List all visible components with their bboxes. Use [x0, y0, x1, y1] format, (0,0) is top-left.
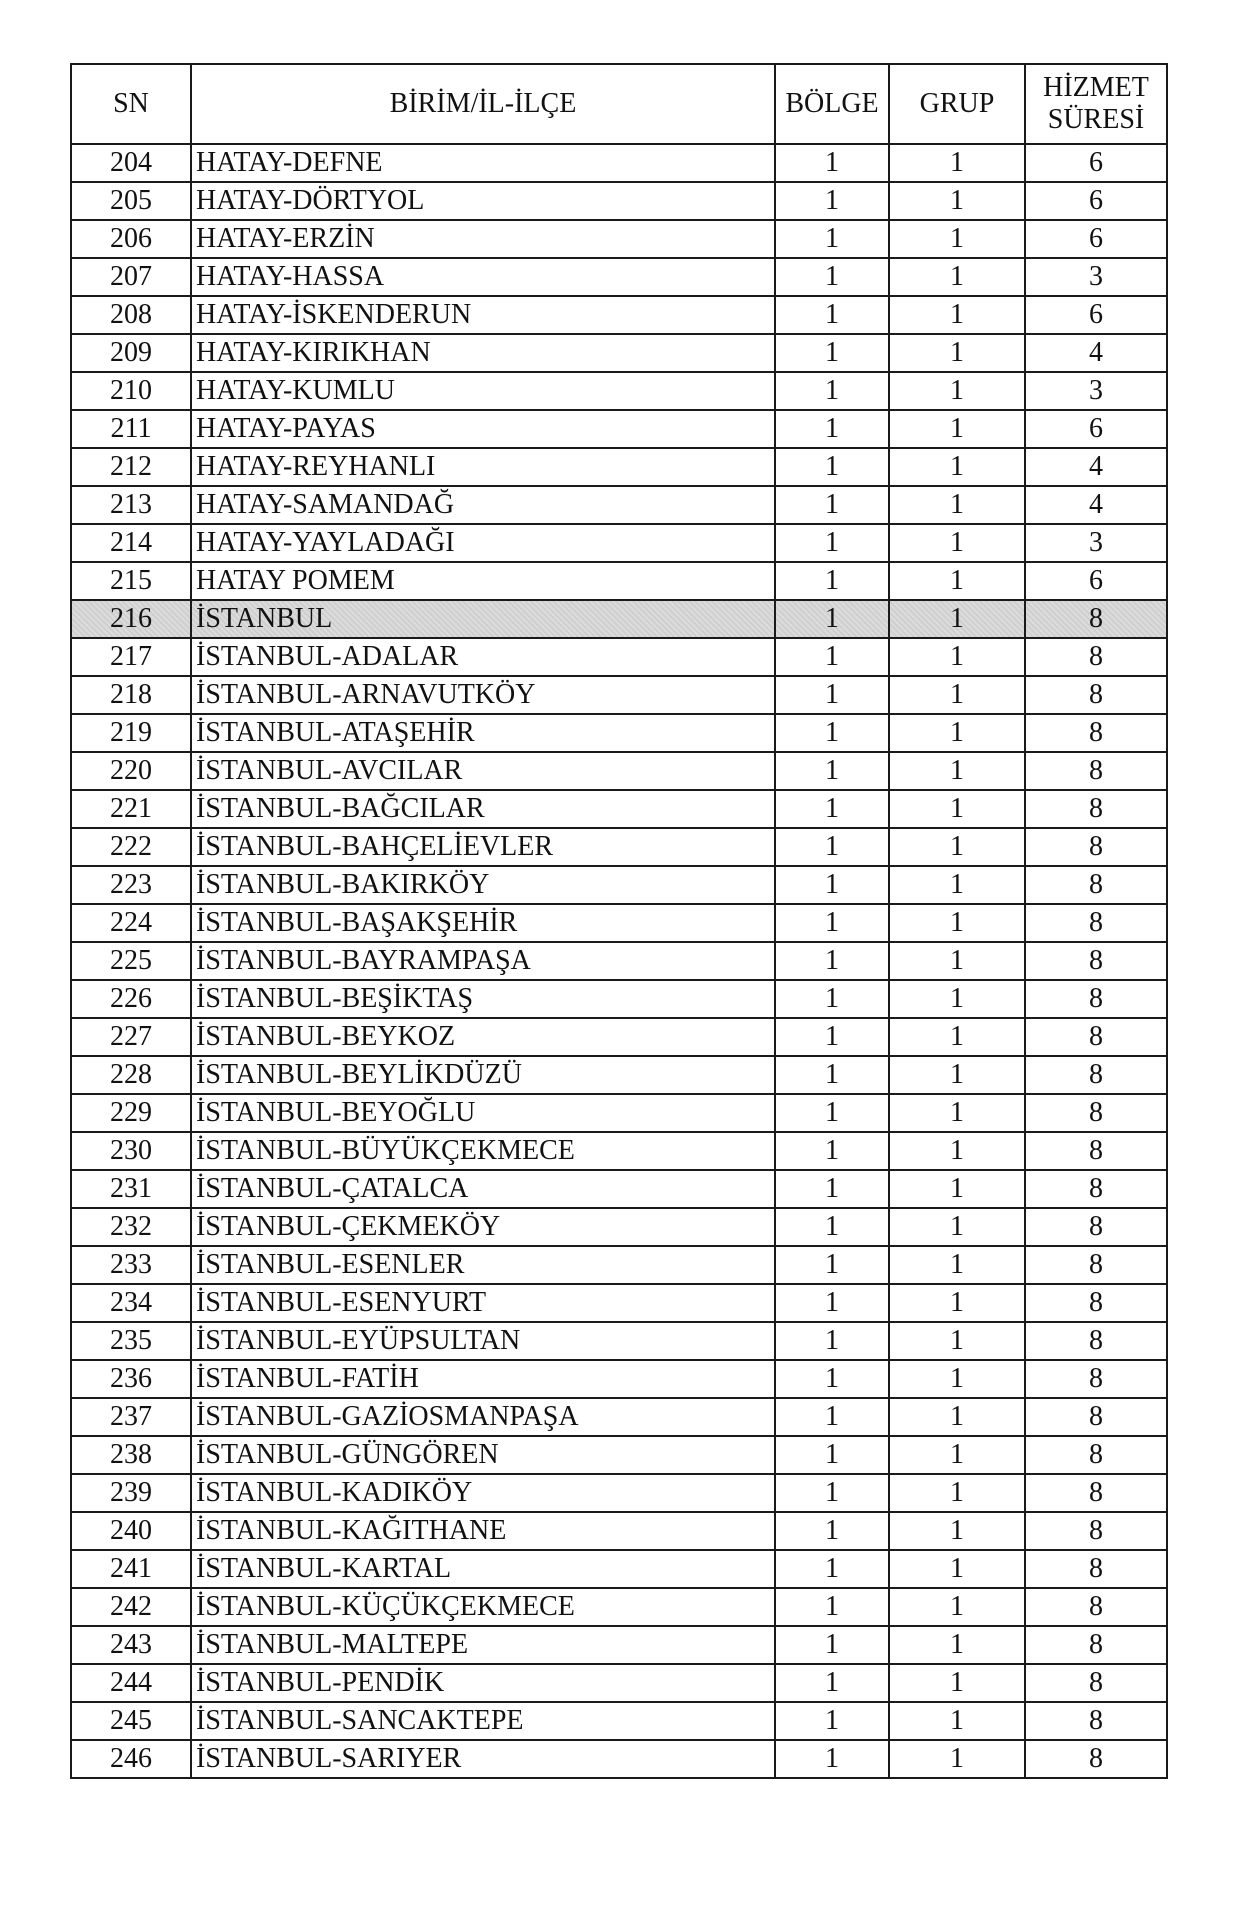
- cell-unit-name: HATAY POMEM: [191, 562, 775, 600]
- cell-service-duration: 6: [1025, 562, 1167, 600]
- cell-sn: 221: [71, 790, 191, 828]
- cell-service-duration: 8: [1025, 790, 1167, 828]
- cell-service-duration: 8: [1025, 1436, 1167, 1474]
- cell-region: 1: [775, 1626, 889, 1664]
- cell-unit-name: HATAY-İSKENDERUN: [191, 296, 775, 334]
- table-row: [71, 942, 1167, 980]
- cell-group: 1: [889, 372, 1025, 410]
- cell-region: 1: [775, 1322, 889, 1360]
- cell-unit-name: İSTANBUL-ÇEKMEKÖY: [191, 1208, 775, 1246]
- cell-sn: 246: [71, 1740, 191, 1778]
- cell-group: 1: [889, 1626, 1025, 1664]
- table-row: [71, 334, 1167, 372]
- cell-region: 1: [775, 1550, 889, 1588]
- cell-group: 1: [889, 562, 1025, 600]
- cell-region: 1: [775, 1018, 889, 1056]
- cell-service-duration: 8: [1025, 1132, 1167, 1170]
- cell-service-duration: 8: [1025, 752, 1167, 790]
- cell-region: 1: [775, 1284, 889, 1322]
- cell-sn: 230: [71, 1132, 191, 1170]
- cell-group: 1: [889, 1740, 1025, 1778]
- cell-service-duration: 8: [1025, 1170, 1167, 1208]
- cell-service-duration: 8: [1025, 1474, 1167, 1512]
- cell-service-duration: 8: [1025, 1702, 1167, 1740]
- cell-service-duration: 8: [1025, 866, 1167, 904]
- header-group: GRUP: [889, 64, 1025, 144]
- cell-service-duration: 6: [1025, 296, 1167, 334]
- cell-unit-name: İSTANBUL-KARTAL: [191, 1550, 775, 1588]
- cell-unit-name: İSTANBUL-KAĞITHANE: [191, 1512, 775, 1550]
- cell-region: 1: [775, 1056, 889, 1094]
- cell-region: 1: [775, 904, 889, 942]
- cell-sn: 223: [71, 866, 191, 904]
- cell-service-duration: 8: [1025, 638, 1167, 676]
- cell-region: 1: [775, 1740, 889, 1778]
- table-row: [71, 1132, 1167, 1170]
- cell-region: 1: [775, 410, 889, 448]
- cell-group: 1: [889, 866, 1025, 904]
- cell-service-duration: 4: [1025, 448, 1167, 486]
- cell-unit-name: İSTANBUL-KADIKÖY: [191, 1474, 775, 1512]
- cell-unit-name: İSTANBUL-GAZİOSMANPAŞA: [191, 1398, 775, 1436]
- table-body: [71, 144, 1167, 1778]
- cell-unit-name: HATAY-YAYLADAĞI: [191, 524, 775, 562]
- cell-unit-name: İSTANBUL-ATAŞEHİR: [191, 714, 775, 752]
- cell-region: 1: [775, 486, 889, 524]
- cell-sn: 207: [71, 258, 191, 296]
- table-row: [71, 1246, 1167, 1284]
- cell-unit-name: HATAY-KIRIKHAN: [191, 334, 775, 372]
- cell-region: 1: [775, 1132, 889, 1170]
- cell-sn: 205: [71, 182, 191, 220]
- cell-group: 1: [889, 220, 1025, 258]
- cell-service-duration: 4: [1025, 334, 1167, 372]
- cell-group: 1: [889, 714, 1025, 752]
- cell-region: 1: [775, 638, 889, 676]
- cell-service-duration: 3: [1025, 524, 1167, 562]
- cell-group: 1: [889, 752, 1025, 790]
- cell-service-duration: 8: [1025, 1360, 1167, 1398]
- table-row: [71, 448, 1167, 486]
- cell-group: 1: [889, 980, 1025, 1018]
- cell-region: 1: [775, 1436, 889, 1474]
- cell-region: 1: [775, 1664, 889, 1702]
- cell-unit-name: HATAY-ERZİN: [191, 220, 775, 258]
- cell-service-duration: 8: [1025, 1094, 1167, 1132]
- cell-unit-name: İSTANBUL-GÜNGÖREN: [191, 1436, 775, 1474]
- header-service-duration: [1025, 64, 1167, 144]
- cell-group: 1: [889, 410, 1025, 448]
- cell-group: 1: [889, 942, 1025, 980]
- cell-sn: 238: [71, 1436, 191, 1474]
- cell-sn: 214: [71, 524, 191, 562]
- header-unit-name: BİRİM/İL-İLÇE: [191, 64, 775, 144]
- cell-region: 1: [775, 334, 889, 372]
- cell-unit-name: İSTANBUL-BAŞAKŞEHİR: [191, 904, 775, 942]
- cell-region: 1: [775, 942, 889, 980]
- cell-unit-name: İSTANBUL-BÜYÜKÇEKMECE: [191, 1132, 775, 1170]
- table-row: [71, 866, 1167, 904]
- cell-group: 1: [889, 904, 1025, 942]
- table-row: [71, 790, 1167, 828]
- cell-service-duration: 6: [1025, 144, 1167, 182]
- cell-unit-name: İSTANBUL-BAKIRKÖY: [191, 866, 775, 904]
- cell-unit-name: İSTANBUL-ESENLER: [191, 1246, 775, 1284]
- cell-sn: 218: [71, 676, 191, 714]
- table-row: [71, 1360, 1167, 1398]
- cell-region: 1: [775, 562, 889, 600]
- table-row: [71, 144, 1167, 182]
- cell-region: 1: [775, 524, 889, 562]
- table-row: [71, 1170, 1167, 1208]
- cell-service-duration: 8: [1025, 1588, 1167, 1626]
- cell-region: 1: [775, 828, 889, 866]
- cell-sn: 212: [71, 448, 191, 486]
- table-row: [71, 600, 1167, 638]
- cell-service-duration: 4: [1025, 486, 1167, 524]
- table-row: [71, 1588, 1167, 1626]
- cell-sn: 241: [71, 1550, 191, 1588]
- cell-sn: 210: [71, 372, 191, 410]
- cell-group: 1: [889, 258, 1025, 296]
- cell-unit-name: HATAY-PAYAS: [191, 410, 775, 448]
- table-row: [71, 220, 1167, 258]
- cell-group: 1: [889, 182, 1025, 220]
- cell-unit-name: İSTANBUL-BAHÇELİEVLER: [191, 828, 775, 866]
- cell-unit-name: HATAY-HASSA: [191, 258, 775, 296]
- cell-region: 1: [775, 714, 889, 752]
- cell-unit-name: İSTANBUL-EYÜPSULTAN: [191, 1322, 775, 1360]
- cell-unit-name: İSTANBUL: [191, 600, 775, 638]
- table-row: [71, 410, 1167, 448]
- cell-service-duration: 6: [1025, 220, 1167, 258]
- cell-service-duration: 8: [1025, 1398, 1167, 1436]
- table-row: [71, 1740, 1167, 1778]
- cell-group: 1: [889, 1208, 1025, 1246]
- cell-group: 1: [889, 600, 1025, 638]
- table-row: [71, 638, 1167, 676]
- cell-service-duration: 8: [1025, 676, 1167, 714]
- cell-sn: 237: [71, 1398, 191, 1436]
- cell-region: 1: [775, 676, 889, 714]
- cell-region: 1: [775, 1474, 889, 1512]
- cell-region: 1: [775, 1512, 889, 1550]
- header-row: [71, 64, 1167, 144]
- cell-service-duration: 8: [1025, 1018, 1167, 1056]
- cell-group: 1: [889, 790, 1025, 828]
- cell-group: 1: [889, 1398, 1025, 1436]
- table-row: [71, 1626, 1167, 1664]
- cell-sn: 227: [71, 1018, 191, 1056]
- table-row: [71, 980, 1167, 1018]
- cell-group: 1: [889, 1170, 1025, 1208]
- cell-unit-name: İSTANBUL-BAYRAMPAŞA: [191, 942, 775, 980]
- cell-service-duration: 8: [1025, 1740, 1167, 1778]
- cell-unit-name: İSTANBUL-SARIYER: [191, 1740, 775, 1778]
- cell-sn: 206: [71, 220, 191, 258]
- cell-group: 1: [889, 1702, 1025, 1740]
- cell-sn: 243: [71, 1626, 191, 1664]
- cell-region: 1: [775, 182, 889, 220]
- cell-region: 1: [775, 1170, 889, 1208]
- header-sn: SN: [71, 64, 191, 144]
- cell-unit-name: İSTANBUL-BEŞİKTAŞ: [191, 980, 775, 1018]
- cell-group: 1: [889, 1094, 1025, 1132]
- cell-group: 1: [889, 296, 1025, 334]
- cell-region: 1: [775, 144, 889, 182]
- cell-region: 1: [775, 220, 889, 258]
- table-row: [71, 1208, 1167, 1246]
- header-service-duration-line2: SÜRESİ: [1047, 104, 1145, 135]
- cell-sn: 229: [71, 1094, 191, 1132]
- cell-group: 1: [889, 1246, 1025, 1284]
- cell-sn: 242: [71, 1588, 191, 1626]
- table-row: [71, 1512, 1167, 1550]
- cell-region: 1: [775, 1208, 889, 1246]
- table-row: [71, 1436, 1167, 1474]
- cell-region: 1: [775, 1360, 889, 1398]
- cell-unit-name: İSTANBUL-PENDİK: [191, 1664, 775, 1702]
- table-row: [71, 182, 1167, 220]
- table-row: [71, 1094, 1167, 1132]
- cell-region: 1: [775, 1398, 889, 1436]
- table-row: [71, 1284, 1167, 1322]
- cell-group: 1: [889, 828, 1025, 866]
- cell-sn: 225: [71, 942, 191, 980]
- cell-group: 1: [889, 1550, 1025, 1588]
- cell-sn: 213: [71, 486, 191, 524]
- cell-sn: 204: [71, 144, 191, 182]
- cell-group: 1: [889, 1132, 1025, 1170]
- cell-service-duration: 8: [1025, 1626, 1167, 1664]
- header-service-duration-line1: HİZMET: [1043, 72, 1149, 103]
- cell-sn: 209: [71, 334, 191, 372]
- table-row: [71, 258, 1167, 296]
- cell-service-duration: 8: [1025, 904, 1167, 942]
- cell-group: 1: [889, 1056, 1025, 1094]
- cell-group: 1: [889, 1512, 1025, 1550]
- cell-sn: 215: [71, 562, 191, 600]
- cell-unit-name: HATAY-DEFNE: [191, 144, 775, 182]
- cell-sn: 211: [71, 410, 191, 448]
- cell-sn: 217: [71, 638, 191, 676]
- cell-region: 1: [775, 258, 889, 296]
- cell-unit-name: HATAY-REYHANLI: [191, 448, 775, 486]
- table-row: [71, 1322, 1167, 1360]
- cell-service-duration: 8: [1025, 980, 1167, 1018]
- cell-region: 1: [775, 372, 889, 410]
- cell-group: 1: [889, 1360, 1025, 1398]
- cell-service-duration: 8: [1025, 714, 1167, 752]
- header-region: BÖLGE: [775, 64, 889, 144]
- service-duration-table: [70, 63, 1168, 1779]
- cell-sn: 232: [71, 1208, 191, 1246]
- cell-sn: 224: [71, 904, 191, 942]
- cell-service-duration: 8: [1025, 1322, 1167, 1360]
- cell-sn: 233: [71, 1246, 191, 1284]
- cell-unit-name: HATAY-SAMANDAĞ: [191, 486, 775, 524]
- cell-sn: 228: [71, 1056, 191, 1094]
- table-row: [71, 1474, 1167, 1512]
- table-row: [71, 1664, 1167, 1702]
- cell-service-duration: 3: [1025, 258, 1167, 296]
- cell-service-duration: 8: [1025, 1664, 1167, 1702]
- cell-sn: 220: [71, 752, 191, 790]
- cell-unit-name: İSTANBUL-MALTEPE: [191, 1626, 775, 1664]
- cell-service-duration: 8: [1025, 1056, 1167, 1094]
- table-row: [71, 752, 1167, 790]
- cell-sn: 245: [71, 1702, 191, 1740]
- cell-region: 1: [775, 600, 889, 638]
- table-row: [71, 524, 1167, 562]
- cell-service-duration: 6: [1025, 182, 1167, 220]
- cell-group: 1: [889, 144, 1025, 182]
- cell-sn: 236: [71, 1360, 191, 1398]
- table-row: [71, 676, 1167, 714]
- cell-group: 1: [889, 1474, 1025, 1512]
- cell-group: 1: [889, 638, 1025, 676]
- cell-unit-name: İSTANBUL-SANCAKTEPE: [191, 1702, 775, 1740]
- cell-group: 1: [889, 1018, 1025, 1056]
- table-row: [71, 714, 1167, 752]
- cell-group: 1: [889, 1588, 1025, 1626]
- cell-unit-name: İSTANBUL-BEYKOZ: [191, 1018, 775, 1056]
- table-row: [71, 296, 1167, 334]
- cell-unit-name: HATAY-KUMLU: [191, 372, 775, 410]
- table-row: [71, 372, 1167, 410]
- table-header: [71, 64, 1167, 144]
- cell-group: 1: [889, 334, 1025, 372]
- cell-sn: 234: [71, 1284, 191, 1322]
- cell-group: 1: [889, 1664, 1025, 1702]
- cell-service-duration: 8: [1025, 1550, 1167, 1588]
- cell-service-duration: 8: [1025, 828, 1167, 866]
- table-row: [71, 1550, 1167, 1588]
- cell-unit-name: İSTANBUL-BEYLİKDÜZÜ: [191, 1056, 775, 1094]
- table-row: [71, 1398, 1167, 1436]
- cell-service-duration: 3: [1025, 372, 1167, 410]
- cell-service-duration: 8: [1025, 1208, 1167, 1246]
- cell-sn: 231: [71, 1170, 191, 1208]
- table-row: [71, 904, 1167, 942]
- cell-unit-name: İSTANBUL-ESENYURT: [191, 1284, 775, 1322]
- cell-service-duration: 8: [1025, 600, 1167, 638]
- cell-sn: 219: [71, 714, 191, 752]
- cell-region: 1: [775, 790, 889, 828]
- cell-region: 1: [775, 1246, 889, 1284]
- cell-sn: 244: [71, 1664, 191, 1702]
- cell-group: 1: [889, 1436, 1025, 1474]
- table-row: [71, 486, 1167, 524]
- cell-service-duration: 6: [1025, 410, 1167, 448]
- cell-region: 1: [775, 296, 889, 334]
- cell-region: 1: [775, 752, 889, 790]
- cell-region: 1: [775, 1702, 889, 1740]
- cell-region: 1: [775, 448, 889, 486]
- cell-service-duration: 8: [1025, 942, 1167, 980]
- cell-unit-name: İSTANBUL-BAĞCILAR: [191, 790, 775, 828]
- cell-group: 1: [889, 676, 1025, 714]
- table-row: [71, 1702, 1167, 1740]
- table-row: [71, 1056, 1167, 1094]
- cell-unit-name: İSTANBUL-BEYOĞLU: [191, 1094, 775, 1132]
- cell-sn: 240: [71, 1512, 191, 1550]
- cell-region: 1: [775, 866, 889, 904]
- cell-sn: 208: [71, 296, 191, 334]
- table-row: [71, 1018, 1167, 1056]
- cell-sn: 235: [71, 1322, 191, 1360]
- cell-unit-name: HATAY-DÖRTYOL: [191, 182, 775, 220]
- cell-service-duration: 8: [1025, 1512, 1167, 1550]
- cell-unit-name: İSTANBUL-ÇATALCA: [191, 1170, 775, 1208]
- cell-group: 1: [889, 1284, 1025, 1322]
- cell-group: 1: [889, 524, 1025, 562]
- cell-unit-name: İSTANBUL-ADALAR: [191, 638, 775, 676]
- cell-unit-name: İSTANBUL-FATİH: [191, 1360, 775, 1398]
- cell-region: 1: [775, 980, 889, 1018]
- cell-group: 1: [889, 448, 1025, 486]
- cell-sn: 222: [71, 828, 191, 866]
- cell-unit-name: İSTANBUL-ARNAVUTKÖY: [191, 676, 775, 714]
- cell-service-duration: 8: [1025, 1284, 1167, 1322]
- cell-sn: 239: [71, 1474, 191, 1512]
- table-row: [71, 562, 1167, 600]
- cell-region: 1: [775, 1094, 889, 1132]
- cell-group: 1: [889, 486, 1025, 524]
- cell-region: 1: [775, 1588, 889, 1626]
- cell-service-duration: 8: [1025, 1246, 1167, 1284]
- cell-sn: 216: [71, 600, 191, 638]
- cell-group: 1: [889, 1322, 1025, 1360]
- cell-unit-name: İSTANBUL-KÜÇÜKÇEKMECE: [191, 1588, 775, 1626]
- cell-unit-name: İSTANBUL-AVCILAR: [191, 752, 775, 790]
- cell-sn: 226: [71, 980, 191, 1018]
- table-row: [71, 828, 1167, 866]
